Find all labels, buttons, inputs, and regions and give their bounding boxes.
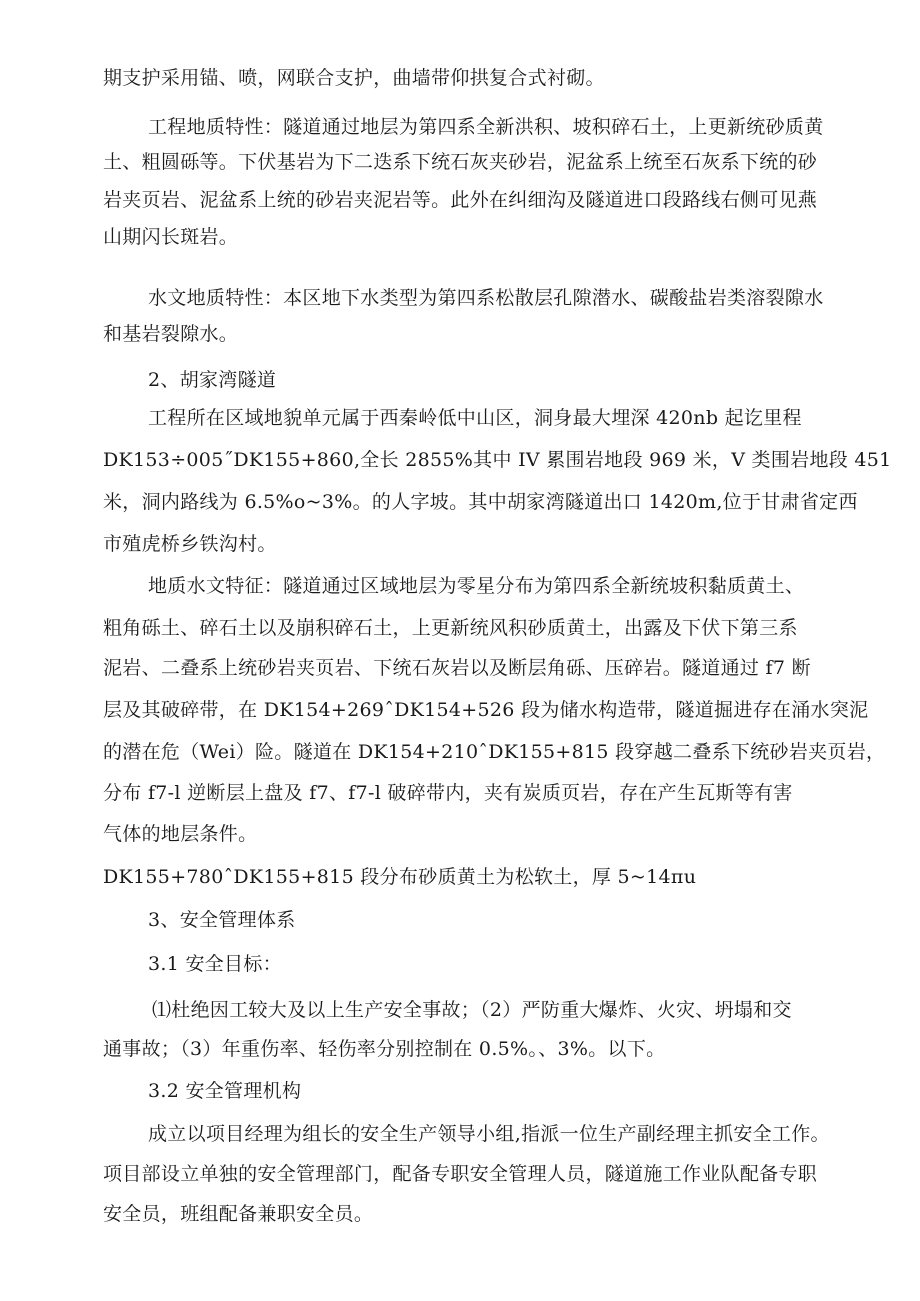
text-line-1: 期支护采用锚、喷，网联合支护，曲墙带仰拱复合式衬砌。 <box>103 67 605 89</box>
text-line-8: 2、胡家湾隧道 <box>148 369 277 391</box>
text-line-19: 气体的地层条件。 <box>103 823 258 845</box>
text-line-17: 的潜在危（Wei）险。隧道在 DK154+210ˆDK155+815 段穿越二叠系下统砂岩夹页岩， <box>103 741 886 763</box>
text-line-9: 工程所在区域地貌单元属于西秦岭低中山区，洞身最大埋深 420nb 起讫里程 <box>148 407 802 429</box>
text-line-10: DK153÷005˝DK155+860,全长 2855%其中 IV 累围岩地段 969 米，V 类围岩地段 451 <box>103 449 892 471</box>
text-line-18: 分布 f7-l 逆断层上盘及 f7、f7-l 破碎带内，夹有炭质页岩，存在产生瓦斯等有害 <box>103 782 793 804</box>
text-line-13: 地质水文特征：隧道通过区域地层为零星分布为第四系全新统坡积黏质黄土、 <box>148 575 805 597</box>
text-line-12: 市殖虎桥乡铁沟村。 <box>103 533 277 555</box>
text-line-16: 层及其破碎带，在 DK154+269ˆDK154+526 段为储水构造带，隧道掘进存在涌水突泥 <box>103 699 869 721</box>
text-line-3: 土、粗圆砾等。下伏基岩为下二迭系下统石灰夹砂岩，泥盆系上统至石灰系下统的砂 <box>103 151 818 173</box>
text-line-14: 粗角砾土、碎石土以及崩积碎石土，上更新统风积砂质黄土，出露及下伏下第三系 <box>103 617 798 639</box>
text-line-15: 泥岩、二叠系上统砂岩夹页岩、下统石灰岩以及断层角砾、压碎岩。隧道通过 f7 断 <box>103 657 811 679</box>
section-heading-3: 3、安全管理体系 <box>148 909 296 931</box>
text-line-27: 项目部设立单独的安全管理部门，配备专职安全管理人员，隧道施工作业队配备专职 <box>103 1163 818 1185</box>
text-line-2: 工程地质特性：隧道通过地层为第四系全新洪积、坡积碎石土，上更新统砂质黄 <box>148 116 824 138</box>
text-line-23: ⑴杜绝因工较大及以上生产安全事故；（2）严防重大爆炸、火灾、坍塌和交 <box>152 999 792 1021</box>
text-line-24: 通事故；（3）年重伤率、轻伤率分别控制在 0.5%。、3%。以下。 <box>103 1038 666 1060</box>
text-line-4: 岩夹页岩、泥盆系上统的砂岩夹泥岩等。此外在纠细沟及隧道进口段路线右侧可见燕 <box>103 189 818 211</box>
text-line-7: 和基岩裂隙水。 <box>103 323 239 345</box>
text-line-11: 米，洞内路线为 6.5%o~3%。的人字坡。其中胡家湾隧道出口 1420m,位于甘肃省定西 <box>103 491 858 513</box>
text-line-26: 成立以项目经理为组长的安全生产领导小组,指派一位生产副经理主抓安全工作。 <box>148 1123 830 1145</box>
text-line-28: 安全员，班组配备兼职安全员。 <box>103 1203 374 1225</box>
subsection-heading-3-2: 3.2 安全管理机构 <box>148 1080 302 1102</box>
subsection-heading-3-1: 3.1 安全目标： <box>148 953 282 975</box>
text-line-5: 山期闪长斑岩。 <box>103 226 239 248</box>
text-line-6: 水文地质特性：本区地下水类型为第四系松散层孔隙潜水、碳酸盐岩类溶裂隙水 <box>148 287 824 309</box>
text-line-20: DK155+780ˆDK155+815 段分布砂质黄土为松软土，厚 5~14πu <box>103 866 697 888</box>
